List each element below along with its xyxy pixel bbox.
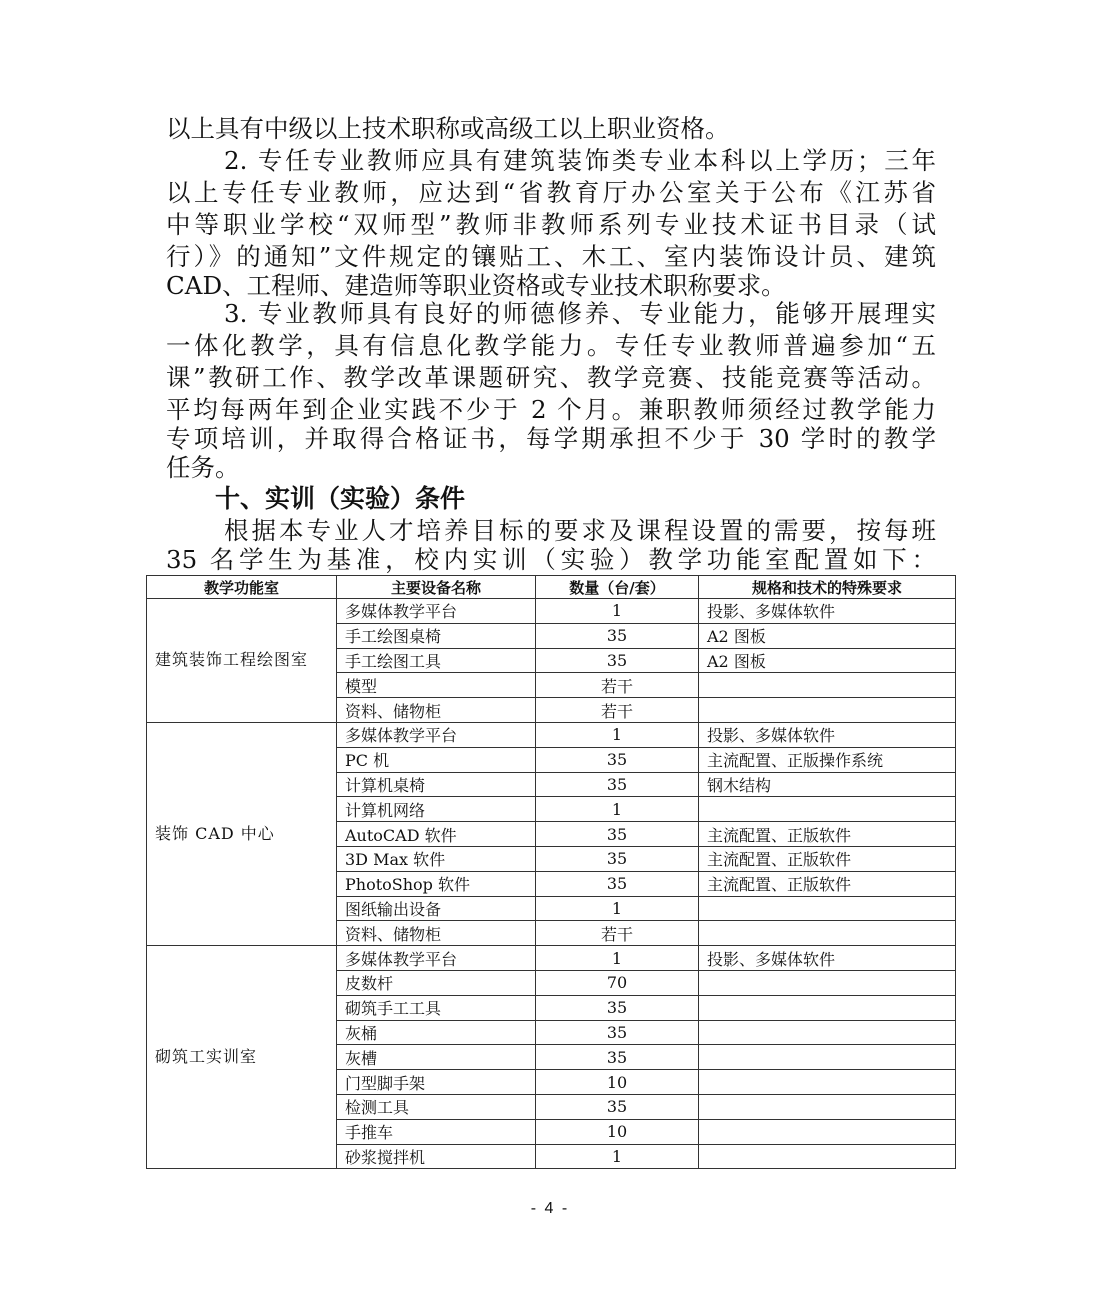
equipment-name-cell: 砂浆搅拌机 [337, 1144, 536, 1169]
paragraph-line: 任务。 [166, 453, 240, 482]
equipment-name-cell: 砌筑手工工具 [337, 995, 536, 1020]
quantity-cell: 若干 [536, 673, 699, 698]
equipment-name-cell: 检测工具 [337, 1094, 536, 1119]
header-quantity: 数量（台/套） [536, 576, 699, 599]
quantity-cell: 1 [536, 946, 699, 971]
spec-cell [699, 1119, 956, 1144]
paragraph-line: 以上具有中级以上技术职称或高级工以上职业资格。 [166, 114, 730, 143]
equipment-name-cell: PC 机 [337, 747, 536, 772]
quantity-cell: 70 [536, 970, 699, 995]
room-name-cell: 砌筑工实训室 [147, 946, 337, 1169]
quantity-cell: 35 [536, 772, 699, 797]
table-row [147, 599, 956, 624]
room-name-cell: 建筑装饰工程绘图室 [147, 599, 337, 723]
spec-cell [699, 921, 956, 946]
table-row [147, 722, 956, 747]
equipment-name-cell: 手工绘图桌椅 [337, 623, 536, 648]
paragraph-line: 2. 专任专业教师应具有建筑装饰类专业本科以上学历；三年 [224, 146, 936, 175]
spec-cell [699, 1045, 956, 1070]
paragraph-line: 根据本专业人才培养目标的要求及课程设置的需要，按每班 [224, 516, 936, 545]
quantity-cell: 1 [536, 1144, 699, 1169]
paragraph-line: 行）》的通知”文件规定的镶贴工、木工、室内装饰设计员、建筑 [166, 242, 936, 271]
paragraph-line: 一体化教学，具有信息化教学能力。专任专业教师普遍参加“五 [166, 331, 936, 360]
header-room: 教学功能室 [147, 576, 337, 599]
paragraph-line: 35 名学生为基准，校内实训（实验）教学功能室配置如下： [166, 545, 936, 574]
quantity-cell: 35 [536, 822, 699, 847]
equipment-name-cell: 门型脚手架 [337, 1070, 536, 1095]
spec-cell [699, 673, 956, 698]
quantity-cell: 35 [536, 747, 699, 772]
quantity-cell: 35 [536, 1045, 699, 1070]
quantity-cell: 若干 [536, 921, 699, 946]
spec-cell: A2 图板 [699, 623, 956, 648]
equipment-name-cell: 计算机桌椅 [337, 772, 536, 797]
paragraph-line: 课”教研工作、教学改革课题研究、教学竞赛、技能竞赛等活动。 [166, 363, 936, 392]
equipment-name-cell: 手工绘图工具 [337, 648, 536, 673]
equipment-name-cell: 灰桶 [337, 1020, 536, 1045]
equipment-name-cell: 图纸输出设备 [337, 896, 536, 921]
header-spec: 规格和技术的特殊要求 [699, 576, 956, 599]
equipment-name-cell: 多媒体教学平台 [337, 946, 536, 971]
quantity-cell: 35 [536, 871, 699, 896]
spec-cell: 主流配置、正版软件 [699, 822, 956, 847]
page-number: - 4 - [530, 1200, 570, 1217]
equipment-name-cell: 手推车 [337, 1119, 536, 1144]
equipment-name-cell: 皮数杆 [337, 970, 536, 995]
equipment-name-cell: PhotoShop 软件 [337, 871, 536, 896]
spec-cell: 主流配置、正版操作系统 [699, 747, 956, 772]
paragraph-line: 中等职业学校“双师型”教师非教师系列专业技术证书目录（试 [166, 210, 936, 239]
spec-cell [699, 1070, 956, 1095]
spec-cell [699, 1094, 956, 1119]
table-header-row [147, 576, 956, 599]
table-row [147, 946, 956, 971]
quantity-cell: 1 [536, 896, 699, 921]
quantity-cell: 35 [536, 846, 699, 871]
quantity-cell: 35 [536, 623, 699, 648]
equipment-name-cell: 资料、储物柜 [337, 698, 536, 723]
quantity-cell: 35 [536, 1094, 699, 1119]
spec-cell [699, 1144, 956, 1169]
equipment-name-cell: 资料、储物柜 [337, 921, 536, 946]
quantity-cell: 35 [536, 995, 699, 1020]
quantity-cell: 10 [536, 1119, 699, 1144]
section-heading: 十、实训（实验）条件 [215, 484, 466, 513]
equipment-name-cell: 多媒体教学平台 [337, 599, 536, 624]
spec-cell: 主流配置、正版软件 [699, 871, 956, 896]
paragraph-line: 以上专任专业教师，应达到“省教育厅办公室关于公布《江苏省 [166, 178, 936, 207]
paragraph-line: 专项培训，并取得合格证书，每学期承担不少于 30 学时的教学 [166, 424, 936, 453]
quantity-cell: 若干 [536, 698, 699, 723]
spec-cell: 钢木结构 [699, 772, 956, 797]
spec-cell [699, 797, 956, 822]
spec-cell [699, 1020, 956, 1045]
equipment-name-cell: 灰槽 [337, 1045, 536, 1070]
equipment-name-cell: 计算机网络 [337, 797, 536, 822]
equipment-name-cell: 3D Max 软件 [337, 846, 536, 871]
quantity-cell: 35 [536, 1020, 699, 1045]
quantity-cell: 1 [536, 722, 699, 747]
quantity-cell: 10 [536, 1070, 699, 1095]
spec-cell [699, 970, 956, 995]
spec-cell: 主流配置、正版软件 [699, 846, 956, 871]
quantity-cell: 35 [536, 648, 699, 673]
equipment-name-cell: 多媒体教学平台 [337, 722, 536, 747]
spec-cell: 投影、多媒体软件 [699, 946, 956, 971]
quantity-cell: 1 [536, 797, 699, 822]
spec-cell: A2 图板 [699, 648, 956, 673]
paragraph-line: 3. 专业教师具有良好的师德修养、专业能力，能够开展理实 [224, 299, 936, 328]
paragraph-line: CAD、工程师、建造师等职业资格或专业技术职称要求。 [166, 271, 786, 300]
spec-cell: 投影、多媒体软件 [699, 599, 956, 624]
equipment-name-cell: AutoCAD 软件 [337, 822, 536, 847]
header-equipment: 主要设备名称 [337, 576, 536, 599]
spec-cell [699, 896, 956, 921]
spec-cell [699, 995, 956, 1020]
equipment-table [146, 575, 956, 1169]
equipment-name-cell: 模型 [337, 673, 536, 698]
table-body [147, 599, 956, 1169]
spec-cell: 投影、多媒体软件 [699, 722, 956, 747]
spec-cell [699, 698, 956, 723]
room-name-cell: 装饰 CAD 中心 [147, 722, 337, 945]
paragraph-line: 平均每两年到企业实践不少于 2 个月。兼职教师须经过教学能力 [166, 395, 936, 424]
quantity-cell: 1 [536, 599, 699, 624]
